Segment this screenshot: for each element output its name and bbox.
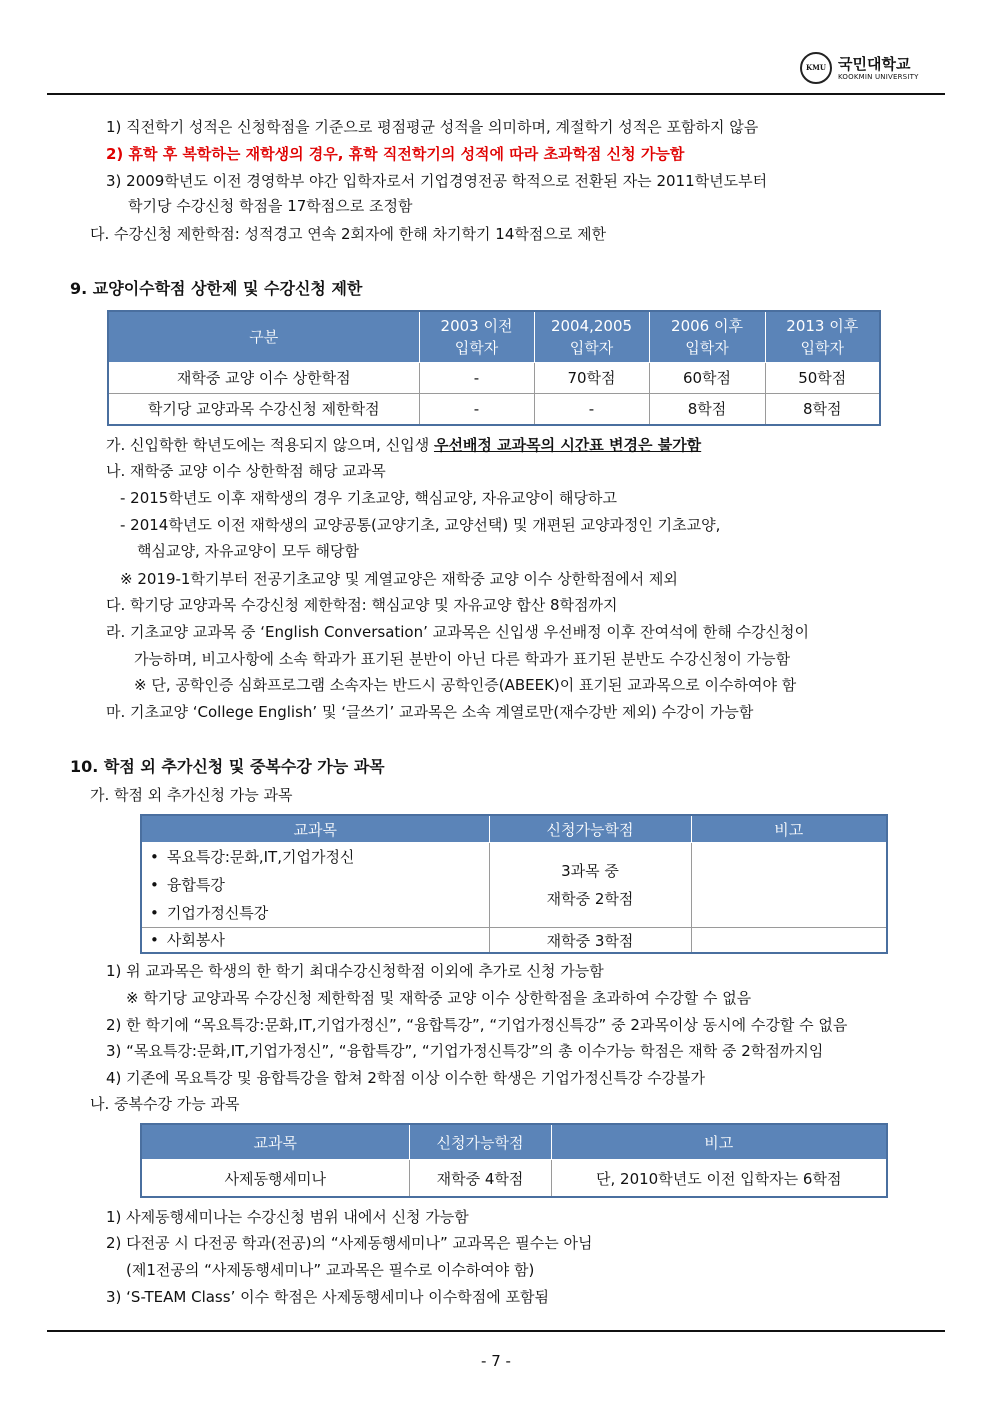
table-cell bbox=[691, 843, 887, 928]
subsection-title: 나. 중복수강 가능 과목 bbox=[90, 1095, 240, 1113]
table-header: 2013 이후 입학자 bbox=[765, 311, 880, 362]
table-cell bbox=[489, 843, 691, 928]
logo-english-name: KOOKMIN UNIVERSITY bbox=[838, 73, 919, 81]
table-cell: - bbox=[534, 393, 649, 425]
section-9-title: 9. 교양이수학점 상한제 및 수강신청 제한 bbox=[70, 279, 363, 298]
footer-rule bbox=[47, 1330, 945, 1332]
logo-korean-name: 국민대학교 bbox=[838, 55, 911, 73]
note-line: 가능하며, 비고사항에 소속 학과가 표기된 분반이 아닌 다른 학과가 표기된 분반도 수강신청이 가능함 bbox=[134, 650, 791, 668]
table-cell: 단, 2010학년도 이전 입학자는 6학점 bbox=[551, 1160, 887, 1198]
note-line: 다. 수강신청 제한학점: 성적경고 연속 2회자에 한해 차기학기 14학점으로 제한 bbox=[90, 225, 607, 243]
credit-text: 재학중 2학점 bbox=[546, 890, 634, 908]
table-header: 교과목 bbox=[141, 815, 489, 843]
table-cell: 50학점 bbox=[765, 362, 880, 393]
table-header: 2006 이후 입학자 bbox=[649, 311, 765, 362]
table-cell: 60학점 bbox=[649, 362, 765, 393]
table-row bbox=[141, 928, 887, 954]
credit-text: 3과목 중 bbox=[561, 862, 619, 880]
course-list-cell bbox=[141, 843, 489, 928]
subsection-title: 가. 학점 외 추가신청 가능 과목 bbox=[90, 786, 293, 804]
note-line: 3) ‘S-TEAM Class’ 이수 학점은 사제동행세미나 이수학점에 포함됨 bbox=[106, 1288, 549, 1306]
list-item: • 융합특강 bbox=[150, 871, 489, 899]
note-line: ※ 2019-1학기부터 전공기초교양 및 계열교양은 재학중 교양 이수 상한학점에서 제외 bbox=[120, 570, 678, 588]
table-header: 구분 bbox=[108, 311, 419, 362]
note-line: 1) 위 교과목은 학생의 한 학기 최대수강신청학점 이외에 추가로 신청 가능함 bbox=[106, 962, 604, 980]
extra-credit-table bbox=[140, 814, 888, 954]
table-header: 교과목 bbox=[141, 1124, 409, 1160]
note-line: 3) 2009학년도 이전 경영학부 야간 입학자로서 기업경영전공 학적으로 전환된 자는 2011학년도부터 bbox=[106, 172, 768, 190]
table-row bbox=[141, 1160, 887, 1198]
table-header: 비고 bbox=[691, 815, 887, 843]
table-cell: 재학중 3학점 bbox=[489, 928, 691, 954]
page-number: - 7 - bbox=[481, 1352, 511, 1370]
table-cell: 70학점 bbox=[534, 362, 649, 393]
note-line: 학기당 수강신청 학점을 17학점으로 조정함 bbox=[128, 197, 413, 215]
list-item: • 기업가정신특강 bbox=[150, 899, 489, 927]
note-line bbox=[106, 434, 701, 455]
table-header: 비고 bbox=[551, 1124, 887, 1160]
table-header: 신청가능학점 bbox=[489, 815, 691, 843]
note-line: 4) 기존에 목요특강 및 융합특강을 합쳐 2학점 이상 이수한 학생은 기업가정신특강 수강불가 bbox=[106, 1069, 706, 1087]
note-line: 3) “목요특강:문화,IT,기업가정신”, “융합특강”, “기업가정신특강”의 총 이수가능 학점은 재학 중 2학점까지임 bbox=[106, 1042, 824, 1060]
section-10-title: 10. 학점 외 추가신청 및 중복수강 가능 과목 bbox=[70, 757, 385, 776]
table-cell: 학기당 교양과목 수강신청 제한학점 bbox=[108, 393, 419, 425]
note-line: 마. 기초교양 ‘College English’ 및 ‘글쓰기’ 교과목은 소속 계열로만(재수강반 제외) 수강이 가능함 bbox=[106, 703, 754, 721]
table-cell: - bbox=[419, 362, 534, 393]
note-line: - 2015학년도 이후 재학생의 경우 기초교양, 핵심교양, 자유교양이 해당하고 bbox=[120, 489, 617, 507]
table-header: 2003 이전 입학자 bbox=[419, 311, 534, 362]
table-cell bbox=[691, 928, 887, 954]
note-line-highlight: 2) 휴학 후 복학하는 재학생의 경우, 휴학 직전학기의 성적에 따라 초과학점 신청 가능함 bbox=[106, 145, 685, 163]
list-item: • 목요특강:문화,IT,기업가정신 bbox=[150, 843, 489, 871]
table-header: 2004,2005 입학자 bbox=[534, 311, 649, 362]
table-header: 신청가능학점 bbox=[409, 1124, 551, 1160]
liberal-arts-credit-table bbox=[107, 310, 881, 426]
table-cell: - bbox=[419, 393, 534, 425]
table-cell: 재학중 4학점 bbox=[409, 1160, 551, 1198]
note-line: 나. 재학중 교양 이수 상한학점 해당 교과목 bbox=[106, 462, 386, 480]
note-line: 1) 사제동행세미나는 수강신청 범위 내에서 신청 가능함 bbox=[106, 1208, 469, 1226]
table-cell: 사제동행세미나 bbox=[141, 1160, 409, 1198]
note-line: ※ 단, 공학인증 심화프로그램 소속자는 반드시 공학인증(ABEEK)이 표기된 교과목으로 이수하여야 함 bbox=[134, 676, 797, 694]
header-rule bbox=[47, 93, 945, 95]
note-line: 2) 한 학기에 “목요특강:문화,IT,기업가정신”, “융합특강”, “기업가정신특강” 중 2과목이상 동시에 수강할 수 없음 bbox=[106, 1016, 848, 1034]
table-cell: 8학점 bbox=[649, 393, 765, 425]
note-emphasis: 우선배정 교과목의 시간표 변경은 불가함 bbox=[433, 436, 702, 454]
table-cell: 8학점 bbox=[765, 393, 880, 425]
table-cell: 재학중 교양 이수 상한학점 bbox=[108, 362, 419, 393]
note-line: 핵심교양, 자유교양이 모두 해당함 bbox=[137, 542, 359, 560]
note-line: (제1전공의 “사제동행세미나” 교과목은 필수로 이수하여야 함) bbox=[126, 1261, 535, 1279]
course-list-cell bbox=[141, 928, 489, 954]
university-logo bbox=[800, 52, 940, 86]
emblem-icon: KMU bbox=[800, 52, 832, 84]
note-text: 가. 신입학한 학년도에는 적용되지 않으며, 신입생 bbox=[106, 436, 434, 454]
table-row bbox=[108, 362, 880, 393]
note-line: 1) 직전학기 성적은 신청학점을 기준으로 평점평균 성적을 의미하며, 계절학기 성적은 포함하지 않음 bbox=[106, 118, 759, 136]
note-line: 2) 다전공 시 다전공 학과(전공)의 “사제동행세미나” 교과목은 필수는 아님 bbox=[106, 1234, 593, 1252]
note-line: 다. 학기당 교양과목 수강신청 제한학점: 핵심교양 및 자유교양 합산 8학점까지 bbox=[106, 596, 618, 614]
table-row bbox=[141, 843, 887, 928]
duplicate-course-table bbox=[140, 1123, 888, 1198]
note-line: 라. 기초교양 교과목 중 ‘English Conversation’ 교과목은 신입생 우선배정 이후 잔여석에 한해 수강신청이 bbox=[106, 623, 810, 641]
note-line: ※ 학기당 교양과목 수강신청 제한학점 및 재학중 교양 이수 상한학점을 초과하여 수강할 수 없음 bbox=[126, 989, 752, 1007]
table-row bbox=[108, 393, 880, 425]
list-item: • 사회봉사 bbox=[150, 928, 489, 952]
note-line: - 2014학년도 이전 재학생의 교양공통(교양기초, 교양선택) 및 개편된 교양과정인 기초교양, bbox=[120, 516, 721, 534]
